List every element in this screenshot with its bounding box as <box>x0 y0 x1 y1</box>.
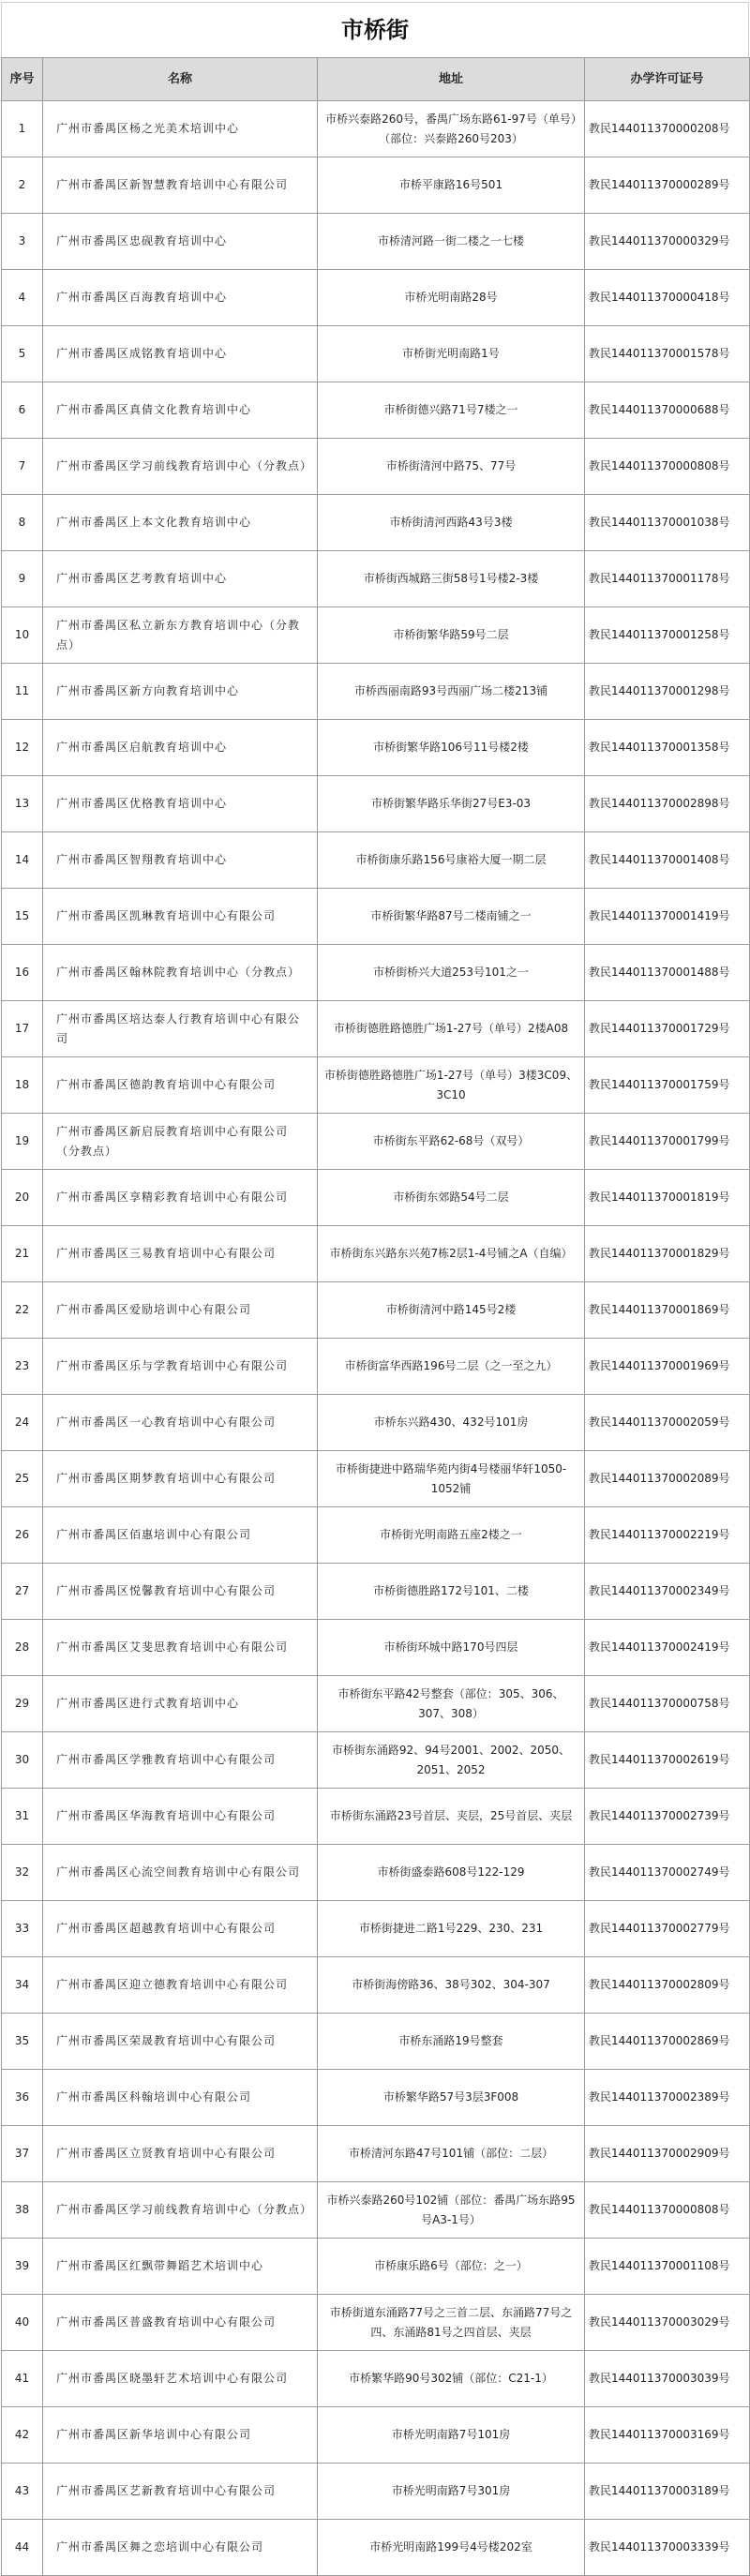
row-license: 教民144011370001488号 <box>585 945 750 1001</box>
row-name: 广州市番禺区新智慧教育培训中心有限公司 <box>43 157 318 214</box>
row-name: 广州市番禺区私立新东方教育培训中心（分教点） <box>43 607 318 664</box>
row-license: 教民144011370001759号 <box>585 1057 750 1114</box>
table-row <box>2 2014 750 2070</box>
row-license: 教民144011370001969号 <box>585 1339 750 1395</box>
row-name: 广州市番禺区华海教育培训中心有限公司 <box>43 1789 318 1845</box>
row-index: 40 <box>2 2295 43 2351</box>
row-address: 市桥街康乐路156号康裕大厦一期二层 <box>318 832 585 889</box>
row-index: 17 <box>2 1001 43 1057</box>
row-license: 教民144011370003169号 <box>585 2407 750 2464</box>
row-index: 11 <box>2 664 43 720</box>
row-address: 市桥繁华路57号3层3F008 <box>318 2070 585 2126</box>
row-address: 市桥西丽南路93号西丽广场二楼213铺 <box>318 664 585 720</box>
row-license: 教民144011370002059号 <box>585 1395 750 1451</box>
row-index: 29 <box>2 1676 43 1732</box>
row-name: 广州市番禺区忠砚教育培训中心 <box>43 214 318 270</box>
row-index: 21 <box>2 1226 43 1282</box>
row-name: 广州市番禺区佰惠培训中心有限公司 <box>43 1507 318 1564</box>
row-address: 市桥街德兴路71号7楼之一 <box>318 382 585 439</box>
table-row <box>2 101 750 157</box>
table-row <box>2 214 750 270</box>
row-name: 广州市番禺区新方向教育培训中心 <box>43 664 318 720</box>
row-license: 教民144011370001408号 <box>585 832 750 889</box>
row-name: 广州市番禺区培达泰人行教育培训中心有限公司 <box>43 1001 318 1057</box>
row-license: 教民144011370002869号 <box>585 2014 750 2070</box>
row-name: 广州市番禺区普盛教育培训中心有限公司 <box>43 2295 318 2351</box>
row-address: 市桥街西城路三街58号1号楼2-3楼 <box>318 551 585 607</box>
table-row <box>2 2182 750 2239</box>
row-index: 43 <box>2 2464 43 2520</box>
row-name: 广州市番禺区迎立德教育培训中心有限公司 <box>43 1957 318 2014</box>
row-index: 42 <box>2 2407 43 2464</box>
row-name: 广州市番禺区立贤教育培训中心有限公司 <box>43 2126 318 2182</box>
row-name: 广州市番禺区学习前线教育培训中心（分教点） <box>43 439 318 495</box>
row-name: 广州市番禺区荣晟教育培训中心有限公司 <box>43 2014 318 2070</box>
row-license: 教民144011370003189号 <box>585 2464 750 2520</box>
table-row <box>2 326 750 382</box>
row-name: 广州市番禺区享精彩教育培训中心有限公司 <box>43 1170 318 1226</box>
row-index: 26 <box>2 1507 43 1564</box>
row-index: 1 <box>2 101 43 157</box>
license-table <box>1 57 750 2576</box>
table-row <box>2 720 750 776</box>
row-index: 37 <box>2 2126 43 2182</box>
row-license: 教民144011370000289号 <box>585 157 750 214</box>
table-row <box>2 2351 750 2407</box>
header-license: 办学许可证号 <box>585 58 750 101</box>
row-address: 市桥街桥兴大道253号101之一 <box>318 945 585 1001</box>
row-address: 市桥街光明南路1号 <box>318 326 585 382</box>
row-index: 34 <box>2 1957 43 2014</box>
table-row <box>2 1339 750 1395</box>
table-row <box>2 1057 750 1114</box>
row-index: 24 <box>2 1395 43 1451</box>
row-address: 市桥街捷进二路1号229、230、231 <box>318 1901 585 1957</box>
table-row <box>2 776 750 832</box>
row-index: 14 <box>2 832 43 889</box>
row-license: 教民144011370000688号 <box>585 382 750 439</box>
table-row <box>2 607 750 664</box>
row-address: 市桥清河路一街二楼之一七楼 <box>318 214 585 270</box>
row-license: 教民144011370000808号 <box>585 439 750 495</box>
row-name: 广州市番禺区百海教育培训中心 <box>43 270 318 326</box>
row-license: 教民144011370001799号 <box>585 1114 750 1170</box>
row-index: 10 <box>2 607 43 664</box>
row-license: 教民144011370000418号 <box>585 270 750 326</box>
row-name: 广州市番禺区爱励培训中心有限公司 <box>43 1282 318 1339</box>
table-row <box>2 1957 750 2014</box>
row-name: 广州市番禺区德韵教育培训中心有限公司 <box>43 1057 318 1114</box>
row-index: 18 <box>2 1057 43 1114</box>
row-license: 教民144011370002749号 <box>585 1845 750 1901</box>
row-license: 教民144011370001829号 <box>585 1226 750 1282</box>
row-license: 教民144011370001298号 <box>585 664 750 720</box>
table-row <box>2 1901 750 1957</box>
row-address: 市桥光明南路199号4号楼202室 <box>318 2520 585 2576</box>
table-row <box>2 889 750 945</box>
row-name: 广州市番禺区成铭教育培训中心 <box>43 326 318 382</box>
table-row <box>2 664 750 720</box>
row-index: 12 <box>2 720 43 776</box>
table-body <box>2 101 750 2576</box>
row-name: 广州市番禺区乐与学教育培训中心有限公司 <box>43 1339 318 1395</box>
table-row <box>2 1732 750 1789</box>
row-license: 教民144011370001258号 <box>585 607 750 664</box>
table-row <box>2 1620 750 1676</box>
row-address: 市桥光明南路28号 <box>318 270 585 326</box>
row-address: 市桥街道东涌路77号之三首二层、东涌路77号之四、东涌路81号之四首层、夹层 <box>318 2295 585 2351</box>
table-row <box>2 157 750 214</box>
row-license: 教民144011370000758号 <box>585 1676 750 1732</box>
row-name: 广州市番禺区翰林院教育培训中心（分教点） <box>43 945 318 1001</box>
row-address: 市桥东兴路430、432号101房 <box>318 1395 585 1451</box>
row-address: 市桥街清河中路75、77号 <box>318 439 585 495</box>
row-license: 教民144011370001108号 <box>585 2239 750 2295</box>
row-address: 市桥街德胜路172号101、二楼 <box>318 1564 585 1620</box>
table-row <box>2 2407 750 2464</box>
table-row <box>2 2126 750 2182</box>
row-name: 广州市番禺区上本文化教育培训中心 <box>43 495 318 551</box>
row-address: 市桥康乐路6号（部位：之一） <box>318 2239 585 2295</box>
row-index: 7 <box>2 439 43 495</box>
table-row <box>2 1226 750 1282</box>
row-index: 32 <box>2 1845 43 1901</box>
row-license: 教民144011370003339号 <box>585 2520 750 2576</box>
table-row <box>2 2070 750 2126</box>
row-address: 市桥街清河中路145号2楼 <box>318 1282 585 1339</box>
row-name: 广州市番禺区真倩文化教育培训中心 <box>43 382 318 439</box>
row-license: 教民144011370002619号 <box>585 1732 750 1789</box>
row-address: 市桥光明南路7号101房 <box>318 2407 585 2464</box>
row-name: 广州市番禺区艾斐思教育培训中心有限公司 <box>43 1620 318 1676</box>
row-address: 市桥街捷进中路瑞华苑内街4号楼丽华轩1050-1052铺 <box>318 1451 585 1507</box>
table-row <box>2 945 750 1001</box>
row-name: 广州市番禺区杨之光美术培训中心 <box>43 101 318 157</box>
row-name: 广州市番禺区晓墨轩艺术培训中心有限公司 <box>43 2351 318 2407</box>
row-address: 市桥街东郊路54号二层 <box>318 1170 585 1226</box>
row-index: 2 <box>2 157 43 214</box>
table-row <box>2 1114 750 1170</box>
table-row <box>2 2239 750 2295</box>
row-address: 市桥街德胜路德胜广场1-27号（单号）3楼3C09、3C10 <box>318 1057 585 1114</box>
row-index: 31 <box>2 1789 43 1845</box>
row-license: 教民144011370002909号 <box>585 2126 750 2182</box>
row-name: 广州市番禺区舞之恋培训中心有限公司 <box>43 2520 318 2576</box>
row-address: 市桥东涌路19号整套 <box>318 2014 585 2070</box>
table-row <box>2 832 750 889</box>
row-name: 广州市番禺区新华培训中心有限公司 <box>43 2407 318 2464</box>
row-address: 市桥清河东路47号101铺（部位：二层） <box>318 2126 585 2182</box>
table-row <box>2 1676 750 1732</box>
row-index: 44 <box>2 2520 43 2576</box>
row-index: 28 <box>2 1620 43 1676</box>
row-license: 教民144011370002389号 <box>585 2070 750 2126</box>
row-address: 市桥街清河西路43号3楼 <box>318 495 585 551</box>
table-row <box>2 2295 750 2351</box>
row-address: 市桥光明南路7号301房 <box>318 2464 585 2520</box>
row-index: 27 <box>2 1564 43 1620</box>
row-address: 市桥街东涌路92、94号2001、2002、2050、2051、2052 <box>318 1732 585 1789</box>
row-name: 广州市番禺区学习前线教育培训中心（分教点） <box>43 2182 318 2239</box>
row-license: 教民144011370000208号 <box>585 101 750 157</box>
row-license: 教民144011370002349号 <box>585 1564 750 1620</box>
row-license: 教民144011370001419号 <box>585 889 750 945</box>
row-name: 广州市番禺区科翰培训中心有限公司 <box>43 2070 318 2126</box>
row-name: 广州市番禺区启航教育培训中心 <box>43 720 318 776</box>
table-row <box>2 382 750 439</box>
row-address: 市桥街盛泰路608号122-129 <box>318 1845 585 1901</box>
row-index: 38 <box>2 2182 43 2239</box>
table-row <box>2 1507 750 1564</box>
row-index: 35 <box>2 2014 43 2070</box>
row-license: 教民144011370003029号 <box>585 2295 750 2351</box>
row-index: 33 <box>2 1901 43 1957</box>
row-name: 广州市番禺区期梦教育培训中心有限公司 <box>43 1451 318 1507</box>
row-address: 市桥街海傍路36、38号302、304-307 <box>318 1957 585 2014</box>
row-license: 教民144011370001038号 <box>585 495 750 551</box>
row-address: 市桥街富华西路196号二层（之一至之九） <box>318 1339 585 1395</box>
row-address: 市桥街德胜路德胜广场1-27号（单号）2楼A08 <box>318 1001 585 1057</box>
row-address: 市桥街东兴路东兴苑7栋2层1-4号铺之A（自编） <box>318 1226 585 1282</box>
row-license: 教民144011370001729号 <box>585 1001 750 1057</box>
table-row <box>2 439 750 495</box>
table-row <box>2 1282 750 1339</box>
header-idx: 序号 <box>2 58 43 101</box>
row-name: 广州市番禺区优格教育培训中心 <box>43 776 318 832</box>
table-row <box>2 2464 750 2520</box>
row-address: 市桥繁华路90号302铺（部位：C21-1） <box>318 2351 585 2407</box>
table-row <box>2 1564 750 1620</box>
row-index: 20 <box>2 1170 43 1226</box>
row-license: 教民144011370001178号 <box>585 551 750 607</box>
row-name: 广州市番禺区进行式教育培训中心 <box>43 1676 318 1732</box>
row-license: 教民144011370002779号 <box>585 1901 750 1957</box>
row-name: 广州市番禺区悦馨教育培训中心有限公司 <box>43 1564 318 1620</box>
row-address: 市桥街东平路42号整套（部位：305、306、307、308） <box>318 1676 585 1732</box>
row-name: 广州市番禺区红飘带舞蹈艺术培训中心 <box>43 2239 318 2295</box>
row-address: 市桥平康路16号501 <box>318 157 585 214</box>
row-license: 教民144011370001578号 <box>585 326 750 382</box>
row-address: 市桥兴泰路260号102铺（部位：番禺广场东路95号A3-1号） <box>318 2182 585 2239</box>
row-name: 广州市番禺区一心教育培训中心有限公司 <box>43 1395 318 1451</box>
row-index: 41 <box>2 2351 43 2407</box>
row-name: 广州市番禺区艺考教育培训中心 <box>43 551 318 607</box>
row-address: 市桥街东平路62-68号（双号） <box>318 1114 585 1170</box>
row-license: 教民144011370000808号 <box>585 2182 750 2239</box>
row-address: 市桥街东涌路23号首层、夹层，25号首层、夹层 <box>318 1789 585 1845</box>
page-title: 市桥街 <box>1 2 749 57</box>
row-license: 教民144011370000329号 <box>585 214 750 270</box>
row-index: 25 <box>2 1451 43 1507</box>
row-index: 4 <box>2 270 43 326</box>
row-index: 15 <box>2 889 43 945</box>
row-name: 广州市番禺区新启辰教育培训中心有限公司（分教点） <box>43 1114 318 1170</box>
table-row <box>2 1001 750 1057</box>
header-name: 名称 <box>43 58 318 101</box>
row-index: 36 <box>2 2070 43 2126</box>
table-row <box>2 2520 750 2576</box>
row-license: 教民144011370002419号 <box>585 1620 750 1676</box>
row-address: 市桥街繁华路59号二层 <box>318 607 585 664</box>
header-address: 地址 <box>318 58 585 101</box>
row-name: 广州市番禺区三易教育培训中心有限公司 <box>43 1226 318 1282</box>
row-name: 广州市番禺区心流空间教育培训中心有限公司 <box>43 1845 318 1901</box>
table-row <box>2 1451 750 1507</box>
row-index: 6 <box>2 382 43 439</box>
row-name: 广州市番禺区智翔教育培训中心 <box>43 832 318 889</box>
row-license: 教民144011370002898号 <box>585 776 750 832</box>
row-address: 市桥街环城中路170号四层 <box>318 1620 585 1676</box>
table-row <box>2 551 750 607</box>
row-address: 市桥兴泰路260号，番禺广场东路61-97号（单号）（部位：兴泰路260号203） <box>318 101 585 157</box>
row-address: 市桥街繁华路乐华街27号E3-03 <box>318 776 585 832</box>
table-header-row <box>2 58 750 101</box>
row-index: 8 <box>2 495 43 551</box>
row-index: 3 <box>2 214 43 270</box>
row-license: 教民144011370002809号 <box>585 1957 750 2014</box>
table-row <box>2 270 750 326</box>
row-address: 市桥街光明南路五座2楼之一 <box>318 1507 585 1564</box>
row-index: 16 <box>2 945 43 1001</box>
row-index: 22 <box>2 1282 43 1339</box>
table-row <box>2 1845 750 1901</box>
row-license: 教民144011370002739号 <box>585 1789 750 1845</box>
row-index: 13 <box>2 776 43 832</box>
row-license: 教民144011370002089号 <box>585 1451 750 1507</box>
row-index: 5 <box>2 326 43 382</box>
row-address: 市桥街繁华路106号11号楼2楼 <box>318 720 585 776</box>
row-index: 19 <box>2 1114 43 1170</box>
row-license: 教民144011370003039号 <box>585 2351 750 2407</box>
table-row <box>2 1789 750 1845</box>
table-row <box>2 1395 750 1451</box>
row-name: 广州市番禺区艺新教育培训中心有限公司 <box>43 2464 318 2520</box>
row-license: 教民144011370001869号 <box>585 1282 750 1339</box>
row-address: 市桥街繁华路87号二楼南铺之一 <box>318 889 585 945</box>
row-name: 广州市番禺区凯琳教育培训中心有限公司 <box>43 889 318 945</box>
row-name: 广州市番禺区超越教育培训中心有限公司 <box>43 1901 318 1957</box>
table-row <box>2 495 750 551</box>
row-index: 23 <box>2 1339 43 1395</box>
table-row <box>2 1170 750 1226</box>
row-index: 9 <box>2 551 43 607</box>
row-license: 教民144011370002219号 <box>585 1507 750 1564</box>
row-license: 教民144011370001358号 <box>585 720 750 776</box>
row-name: 广州市番禺区学雅教育培训中心有限公司 <box>43 1732 318 1789</box>
row-index: 39 <box>2 2239 43 2295</box>
row-index: 30 <box>2 1732 43 1789</box>
row-license: 教民144011370001819号 <box>585 1170 750 1226</box>
